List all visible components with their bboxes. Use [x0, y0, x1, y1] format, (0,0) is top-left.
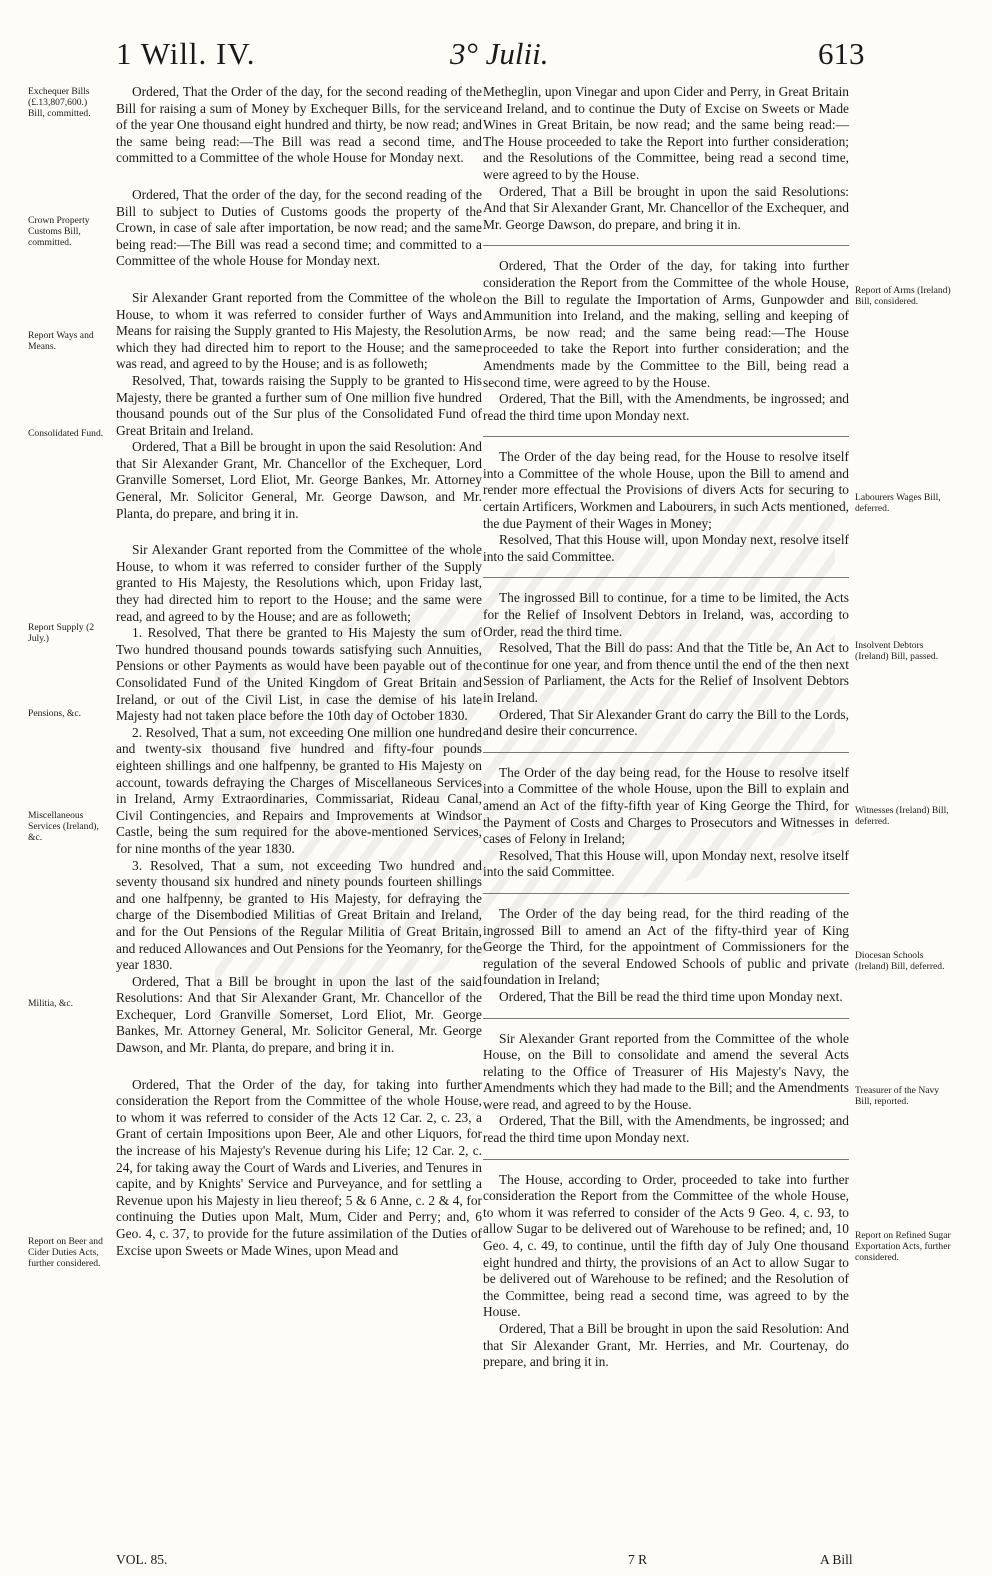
paragraph: Ordered, That a Bill be brought in upon the said Resolutions: And that Sir Alexander Grant, Mr. Chancellor of the Exchequer, and Mr. George Dawson, do prepare, and bring it in. [483, 183, 849, 232]
paragraph: Resolved, That the Bill do pass: And that the Title be, An Act to continue for one year, and from thence until the end of the then next Session of Parliament, the Acts for the Relief of Insolvent Debtors in Ireland. [483, 640, 849, 705]
margin-note: Report Supply (2 July.) [28, 622, 95, 644]
paragraph: Ordered, That a Bill be brought in upon the said Resolution: And that Sir Alexander Grant, Mr. Chancellor of the Exchequer, Lord Granville Somerset, Lord Eliot, Mr. George Bankes, Mr. Attorney General, Mr. Solicitor General, Mr. George Dawson, and Mr. Planta, do prepare, and bring it in. [116, 439, 482, 521]
paragraph: Ordered, That the order of the day, for the second reading of the Bill to subject to Duties of Customs goods the property of the Crown, in case of sale after importation, be now read; and the same being read:—The Bill was read a second time; and committed to a Committee of the whole House for Monday next. [116, 186, 482, 269]
signature-mark: 7 R [628, 1552, 648, 1567]
right-column [483, 84, 849, 1371]
running-head-left: 1 Will. IV. [116, 36, 256, 71]
paragraph: Ordered, That a Bill be brought in upon the last of the said Resolutions: And that Sir Alexander Grant, Mr. Chancellor of the Exchequer, Lord Granville Somerset, Lord Eliot, Mr. George Bankes, Mr. Attorney General, Mr. Solicitor General, Mr. George Dawson, and Mr. Planta, do prepare, and bring it in. [116, 973, 482, 1056]
paragraph: 3. Resolved, That a sum, not exceeding Two hundred and seventy thousand six hundred and ninety pounds fourteen shillings and one halfpenny, be granted to His Majesty, for defraying the charge of the Disembodied Militias of Great Britain and Ireland, and for the Out Pensions of the Regular Militia of Great Britain, and reduced Allowances and Out Pensions for the Yeomanry, for the year 1830. [116, 857, 482, 973]
paragraph: The Order of the day being read, for the House to resolve itself into a Committee of the whole House, upon the Bill to explain and amend an Act of the fifty-fifth year of King George the Third, for the Payment of Costs and Charges to Prosecutors and Witnesses in cases of Felony in Ireland; [483, 764, 849, 847]
paragraph: The ingrossed Bill to continue, for a time to be limited, the Acts for the Relief of Insolvent Debtors in Ireland, was, according to Order, read the third time. [483, 590, 849, 639]
margin-note: Consolidated Fund. [28, 428, 104, 439]
paragraph: Ordered, That the Bill, with the Amendments, be ingrossed; and read the third time upon Monday next. [483, 1113, 849, 1146]
margin-note: Exchequer Bills (£.13,807,600.) Bill, committed. [28, 86, 91, 119]
margin-note: Pensions, &c. [28, 708, 82, 719]
paragraph: 2. Resolved, That a sum, not exceeding One million one hundred and twenty-six thousand five hundred and fifty-four pounds eighteen shillings and one halfpenny, be granted to His Majesty on account, towards defraying the Charges of Miscellaneous Services in Ireland, Army Extraordinaries, Commissariat, Rideau Canal, Civil Contingencies, and Repairs and Improvements at Windsor Castle, being the sum required for the above-mentioned Services, for nine months of the year 1830. [116, 724, 482, 856]
paragraph: Ordered, That the Bill be read the third time upon Monday next. [499, 988, 843, 1004]
paragraph: The Order of the day being read, for the House to resolve itself into a Committee of the whole House, upon the Bill to amend and render more effectual the Provisions of divers Acts for securing to certain Artificers, Workmen and Labourers, in such Acts mentioned, the due Payment of their Wages in Money; [483, 449, 849, 531]
paragraph: Resolved, That this House will, upon Monday next, resolve itself into the said Committee. [483, 532, 849, 564]
margin-note: Witnesses (Ireland) Bill, deferred. [855, 805, 949, 827]
running-head-date: 3° Julii. [450, 36, 549, 71]
section-rule [483, 1159, 849, 1160]
paragraph: The House, according to Order, proceeded to take into further consideration the Report from the Committee of the whole House, to whom it was referred to consider of the Acts 9 Geo. 4, c. 93, to allow Sugar to be delivered out of Warehouse to be refined; and, 10 Geo. 4, c. 49, to continue, until the fifth day of July One thousand eight hundred and thirty, the provisions of an Act to allow Sugar to be delivered out of Warehouse to be refined; and the Resolution of the Committee, being read a second time, was agreed to by the House. [483, 1171, 849, 1320]
paragraph: Ordered, That the Order of the day, for taking into further consideration the Report from the Committee of the whole House, on the Bill to regulate the Importation of Arms, Gunpowder and Ammunition into Ireland, and the making, selling and keeping of Arms, be now read; and the same being read:—The House proceeded to take the Report into further consideration; and the Amendments made by the Committee to the Bill, being read a second time, were agreed to by the House. [483, 258, 849, 390]
margin-note: Miscellaneous Services (Ireland), &c. [28, 810, 99, 843]
catchword: A Bill [820, 1552, 853, 1567]
paragraph: Ordered, That a Bill be brought in upon the said Resolution: And that Sir Alexander Grant, Mr. Herries, and Mr. Courtenay, do prepare, and bring it in. [483, 1321, 849, 1370]
section-rule [483, 893, 849, 894]
margin-note: Report on Beer and Cider Duties Acts, further considered. [28, 1236, 103, 1269]
paragraph: Ordered, That the Bill, with the Amendments, be ingrossed; and read the third time upon Monday next. [483, 391, 849, 423]
margin-note: Diocesan Schools (Ireland) Bill, deferred. [855, 950, 945, 972]
paragraph: Sir Alexander Grant reported from the Committee of the whole House, to whom it was referred to consider further of the Supply granted to His Majesty, the Resolutions which, upon Friday last, they had directed him to report to the House; and the same were read, and agreed to by the House; and are as followeth; [116, 542, 482, 624]
section-rule [483, 577, 849, 578]
paragraph: Metheglin, upon Vinegar and upon Cider and Perry, in Great Britain and Ireland, and to continue the Duty of Excise on Sweets or Made Wines in Great Britain, be now read; and the same being read:—The House proceeded to take the Report into further consideration; and the Resolutions of the Committee, being read a second time, were agreed to by the House. [483, 84, 849, 182]
section-rule [483, 245, 849, 246]
paragraph: Ordered, That Sir Alexander Grant do carry the Bill to the Lords, and desire their concurrence. [483, 706, 849, 739]
paragraph: Sir Alexander Grant reported from the Committee of the whole House, on the Bill to consolidate and amend the several Acts relating to the Office of Treasurer of His Majesty's Navy, the Amendments which they had made to the Bill; and the Amendments were read, and agreed to by the House. [483, 1030, 849, 1112]
volume-label: VOL. 85. [116, 1552, 168, 1567]
paragraph: Sir Alexander Grant reported from the Committee of the whole House, to whom it was referred to consider further of Ways and Means for raising the Supply granted to His Majesty, the Resolution which they had directed him to report to the House; and the same was read, and agreed to by the House; and is as followeth; [116, 289, 482, 372]
paragraph: The Order of the day being read, for the third reading of the ingrossed Bill to amend an Act of the fifty-third year of King George the Third, for the appointment of Commissioners for the regulation of the several Endowed Schools of public and private foundation in Ireland; [483, 905, 849, 988]
margin-note: Treasurer of the Navy Bill, reported. [855, 1085, 940, 1107]
margin-note: Labourers Wages Bill, deferred. [855, 492, 941, 514]
margin-note: Militia, &c. [28, 998, 74, 1009]
section-rule [483, 752, 849, 753]
margin-note: Report of Arms (Ireland) Bill, considered. [855, 285, 951, 307]
left-column [116, 84, 482, 1259]
paragraph: 1. Resolved, That there be granted to His Majesty the sum of Two hundred thousand pounds towards satisfying such Annuities, Pensions or other Payments as would have been payable out of the Consolidated Fund of the United Kingdom of Great Britain and Ireland, or out of the Civil List, in case the demise of his late Majesty had not taken place before the 10th day of October 1830. [116, 625, 482, 724]
margin-note: Report Ways and Means. [28, 330, 94, 352]
paragraph: Ordered, That the Order of the day, for taking into further consideration the Report from the Committee of the whole House, to whom it was referred to consider of the Acts 12 Car. 2, c. 23, a Grant of certain Impositions upon Beer, Ale and other Liquors, for the increase of his Majesty's Revenue during his Life; 12 Car. 2, c. 24, for taking away the Court of Wards and Liveries, and Tenures in capite, and by Knights' Service and Purveyance, and for settling a Revenue upon his Majesty in lieu thereof; 5 & 6 Anne, c. 2 & 4, for continuing the Duties upon Malt, Mum, Cider and Perry; and, 6 Geo. 4, c. 37, to provide for the future assimilation of the Duties of Excise upon Sweets or Made Wines, upon Mead and [116, 1076, 482, 1258]
page-number: 613 [818, 36, 865, 71]
section-rule [483, 1018, 849, 1019]
section-rule [483, 436, 849, 437]
paragraph: Ordered, That the Order of the day, for the second reading of the Bill for raising a sum of Money by Exchequer Bills, for the service of the year One thousand eight hundred and thirty, be now read; and the same being read:—The Bill was read a second time, and committed to a Committee of the whole House for Monday next. [116, 84, 482, 166]
paragraph: Resolved, That this House will, upon Monday next, resolve itself into the said Committee. [483, 847, 849, 880]
margin-note: Insolvent Debtors (Ireland) Bill, passed. [855, 640, 939, 662]
paragraph: Resolved, That, towards raising the Supply to be granted to His Majesty, there be granted a further sum of One million five hundred thousand pounds out of the Sur plus of the Consolidated Fund of Great Britain and Ireland. [116, 372, 482, 438]
margin-note: Report on Refined Sugar Exportation Acts, further considered. [855, 1230, 951, 1263]
margin-note: Crown Property Customs Bill, committed. [28, 215, 90, 248]
